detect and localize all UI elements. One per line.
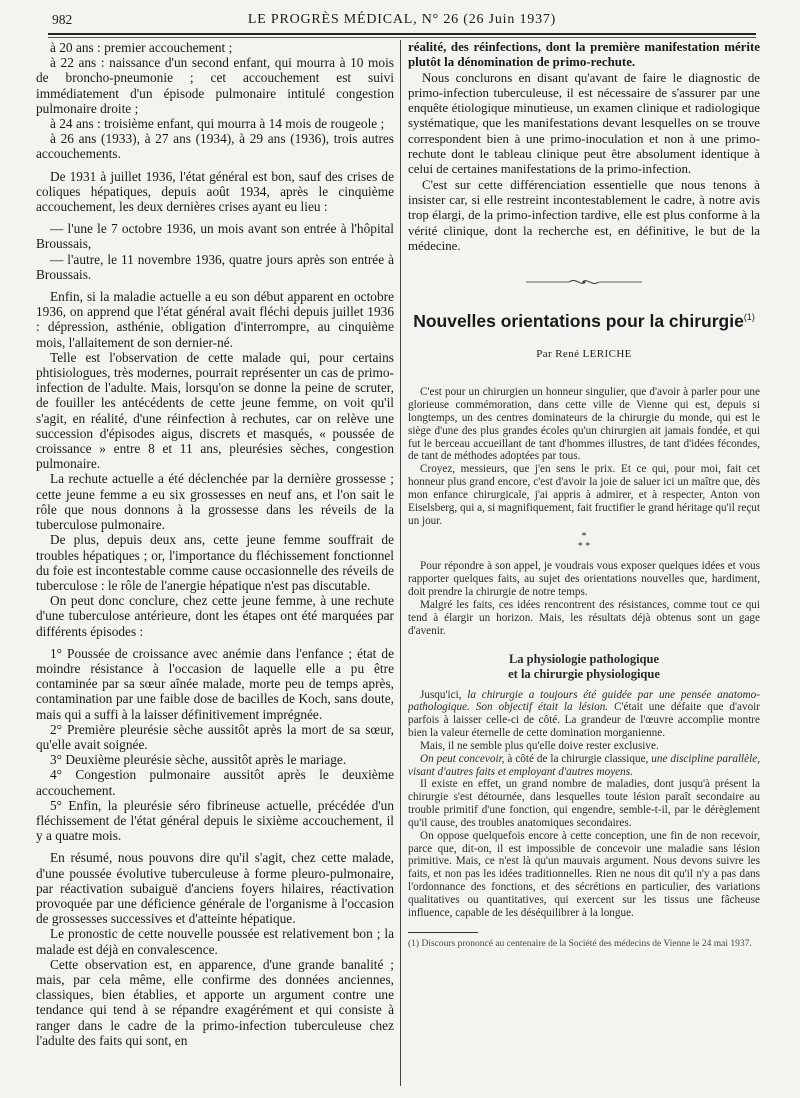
paragraph: à 26 ans (1933), à 27 ans (1934), à 29 ans (1936), trois autres accouchements.: [36, 131, 394, 162]
paragraph: Enfin, si la maladie actuelle a eu son début apparent en octobre 1936, on apprend que l'état général avait fléchi depuis juillet 1936 : dépression, asthénie, obligation d'interrompre, au cinquième mois, l'allaitement de son dernier-né.: [36, 289, 394, 350]
section-heading: La physiologie pathologique et la chirurgie physiologique: [508, 651, 660, 681]
paragraph: à 22 ans : naissance d'un second enfant, qui mourra à 10 mois de broncho-pneumonie ; cet accouchement est suivi immédiatement d'un épisode pulmonaire intitulé congestion pulmonaire droite ;: [36, 55, 394, 116]
paragraph: En résumé, nous pouvons dire qu'il s'agit, chez cette malade, d'une poussée évolutive tuberculeuse à forme pleuro-pulmonaire, par réactivation subaiguë d'anciens foyers hilaires, réactivation provoquée par une déficience générale de l'organisme à l'occasion de grossesses successives et d'atteinte hépatique.: [36, 850, 394, 927]
list-item: 4° Congestion pulmonaire aussitôt après le deuxième accouchement.: [36, 767, 394, 798]
list-item: 1° Poussée de croissance avec anémie dans l'enfance ; état de moindre résistance à l'occasion de laquelle elle a pu être contaminée par sa sœur aînée malade, morte peu de temps après, contamination par une faible dose de bacilles de Koch, sans doute, mais qui a suffi à la laisser définitivement imprégnée.: [36, 645, 394, 722]
footnote: (1) Discours prononcé au centenaire de la Société des médecins de Vienne le 24 mai 1937.: [408, 938, 752, 949]
paragraph: Nous conclurons en disant qu'avant de faire le diagnostic de primo-infection tuberculeuse, il est nécessaire de s'assurer par une enquête étiologique minutieuse, un examen clinique et radiologique systématique, que les manifestations devant lesquelles on se trouve correspondent bien à une primo-inoculation et non à une primo-rechute dont le tableau clinique peut être absolument identique à celui de certaines manifestations de la primo-infection.: [408, 70, 760, 177]
paragraph: De plus, depuis deux ans, cette jeune femme souffrait de troubles hépatiques ; or, l'importance du fléchissement fonctionnel du foie est incontestable comme cause occasionnelle des réveils de tuberculose : le rôle de l'anergie hépatique n'est pas discutable.: [36, 532, 394, 593]
paragraph: Pour répondre à son appel, je voudrais vous exposer quelques idées et vous rapporter quelques faits, au sujet des orientations nouvelles que, hardiment, doit prendre la chirurgie de notre temps.: [408, 560, 760, 599]
right-column: [408, 40, 760, 1090]
paragraph: Telle est l'observation de cette malade qui, pour certains phtisiologues, très modernes, pourrait représenter un cas de primo-infection de l'adulte. Mais, lorsqu'on se donne la peine de scruter, de fouiller les antécédents de cette jeune femme, on voit qu'il s'agit, en réalité, d'une réinfection à rechutes, car on relève une succession d'épisodes aigus, discrets et masqués, « poussée de croissance » entre 8 et 11 ans, pleurésies sèches, congestion pulmonaire.: [36, 349, 394, 472]
column-divider: [400, 40, 401, 1086]
ornament-divider: [408, 276, 760, 291]
byline: Par René LERICHE: [536, 348, 632, 361]
paragraph: De 1931 à juillet 1936, l'état général est bon, sauf des crises de coliques hépatiques, depuis août 1934, après le cinquième accouchement, les deux dernières crises ayant eu lieu :: [36, 168, 394, 215]
running-title: LE PROGRÈS MÉDICAL, N° 26 (26 Juin 1937): [247, 12, 557, 27]
paragraph: réalité, des réinfections, dont la première manifestation mérite plutôt la dénomination de primo-rechute.: [408, 40, 760, 70]
paragraph: à 24 ans : troisième enfant, qui mourra à 14 mois de rougeole ;: [50, 116, 385, 132]
paragraph: C'est pour un chirurgien un honneur singulier, que d'avoir à parler pour une glorieuse commémoration, dans cette ville de Vienne qui est, depuis si longtemps, un des centres dominateurs de la chirurgie du monde, qui est le siège d'une des plus grandes écoles qu'un chirurgien ait jamais fondée, et qui fut le berceau accueillant de tant d'hommes illustres, de tant d'idées fécondes, de tant de méthodes adoptées par tous.: [408, 386, 760, 463]
paragraph: On peut donc conclure, chez cette jeune femme, à une rechute d'une tuberculose antérieure, dont les étapes ont été marquées par différents épisodes :: [36, 593, 394, 639]
paragraph: Mais, il ne semble plus qu'elle doive rester exclusive.: [420, 739, 659, 752]
paragraph: On oppose quelquefois encore à cette conception, une fin de non recevoir, parce que, dit-on, il est impossible de concevoir une maladie sans lésion primitive. Mais, ce n'est là qu'un mauvais argument. Nous devons suivre les faits, et non pas les idées traditionnelles. Rien ne nous dit qu'il n'y a pas dans l'ordonnance des fonctions, et des sécrétions en particulier, des variations qualitatives ou quantitatives, qui exercent sur les tissus une fâcheuse influence, capable de les déséquilibrer à la longue.: [408, 829, 760, 919]
header-rule: [48, 33, 756, 35]
header-rule-thin: [48, 37, 756, 38]
list-item: 5° Enfin, la pleurésie séro fibrineuse actuelle, précédée d'un fléchissement de l'état général depuis le sixième accouchement, il y a quatre mois.: [36, 797, 394, 844]
asterism: * * *: [577, 531, 591, 553]
paragraph: Jusqu'ici, la chirurgie a toujours été guidée par une pensée anatomo-pathologique. Son objectif était la lésion. C'était une défaite que d'avoir parfois à laisser celle-ci de côté. La grandeur de l'œuvre accomplie montre bien la valeur éternelle de cette domination morganienne.: [408, 688, 760, 740]
paragraph: Croyez, messieurs, que j'en sens le prix. Et ce qui, pour moi, fait cet honneur plus grand encore, c'est d'avoir la joie de saluer ici un maître que, dès mon enfance chirurgicale, j'ai appris à admirer, et à respecter, Anton von Eiselsberg, qui a, si magnifiquement, fait fructifier le grand héritage qu'il reçut un jour.: [408, 463, 760, 527]
left-column: [36, 40, 394, 1090]
title-footnote-ref: (1): [743, 312, 755, 323]
paragraph: Malgré les faits, ces idées rencontrent des résistances, comme tout ce qui tend à élargir un horizon. Mais, les résultats déjà obtenus sont un gage d'avenir.: [408, 598, 760, 637]
paragraph: C'est sur cette différenciation essentielle que nous tenons à insister car, si elle restreint incontestablement le cadre, à notre avis trop élargi, de la primo-infection tardive, elle est plus conforme à la vérité clinique, dont la recherche est, en définitive, le but de la médecine.: [408, 177, 760, 253]
footnote-rule: [408, 932, 478, 933]
paragraph: Le pronostic de cette nouvelle poussée est relativement bon ; la malade est déjà en convalescence.: [36, 926, 394, 957]
page-header: [52, 12, 752, 32]
article-title: Nouvelles orientations pour la chirurgie$^{(1)}$: [413, 311, 755, 332]
paragraph: — l'une le 7 octobre 1936, un mois avant son entrée à l'hôpital Broussais,: [36, 221, 394, 252]
paragraph: Cette observation est, en apparence, d'une grande banalité ; mais, par cela même, elle confirme des données anciennes, classiques, bien établies, et apporte un argument contre une tendance qui tend à se répandre exagérément et qui consiste à ranger dans le cadre de la primo-infection tuberculeuse chez l'adulte des faits qui sont, en: [36, 956, 394, 1048]
article-body: [408, 386, 760, 950]
paragraph: Il existe en effet, un grand nombre de maladies, dont jusqu'à présent la chirurgie s'est détournée, dans lesquelles toute lésion paraît secondaire au trouble primitif d'une fonction, qui engendre, semble-t-il, par le dérèglement qu'il cause, des troubles anatomiques secondaires.: [408, 778, 760, 829]
paragraph: — l'autre, le 11 novembre 1936, quatre jours après son entrée à Broussais.: [36, 251, 394, 282]
article-conclusion: [408, 40, 760, 254]
page-number: 982: [52, 12, 73, 27]
paragraph: La rechute actuelle a été déclenchée par la dernière grossesse ; cette jeune femme a eu six grossesses en neuf ans, et l'on sait le rôle que nous donnons à la grossesse dans les réveils de la tuberculose pulmonaire.: [36, 471, 394, 533]
paragraph: On peut concevoir, à côté de la chirurgie classique, une discipline parallèle, visant d'autres faits et employant d'autres moyens.: [408, 752, 760, 778]
paragraph: à 20 ans : premier accouchement ;: [50, 40, 233, 55]
list-item: 2° Première pleurésie sèche aussitôt après la mort de sa sœur, qu'elle avait soignée.: [36, 721, 394, 752]
flourish-icon: [524, 276, 644, 288]
list-item: 3° Deuxième pleurésie sèche, aussitôt après le mariage.: [50, 752, 347, 768]
